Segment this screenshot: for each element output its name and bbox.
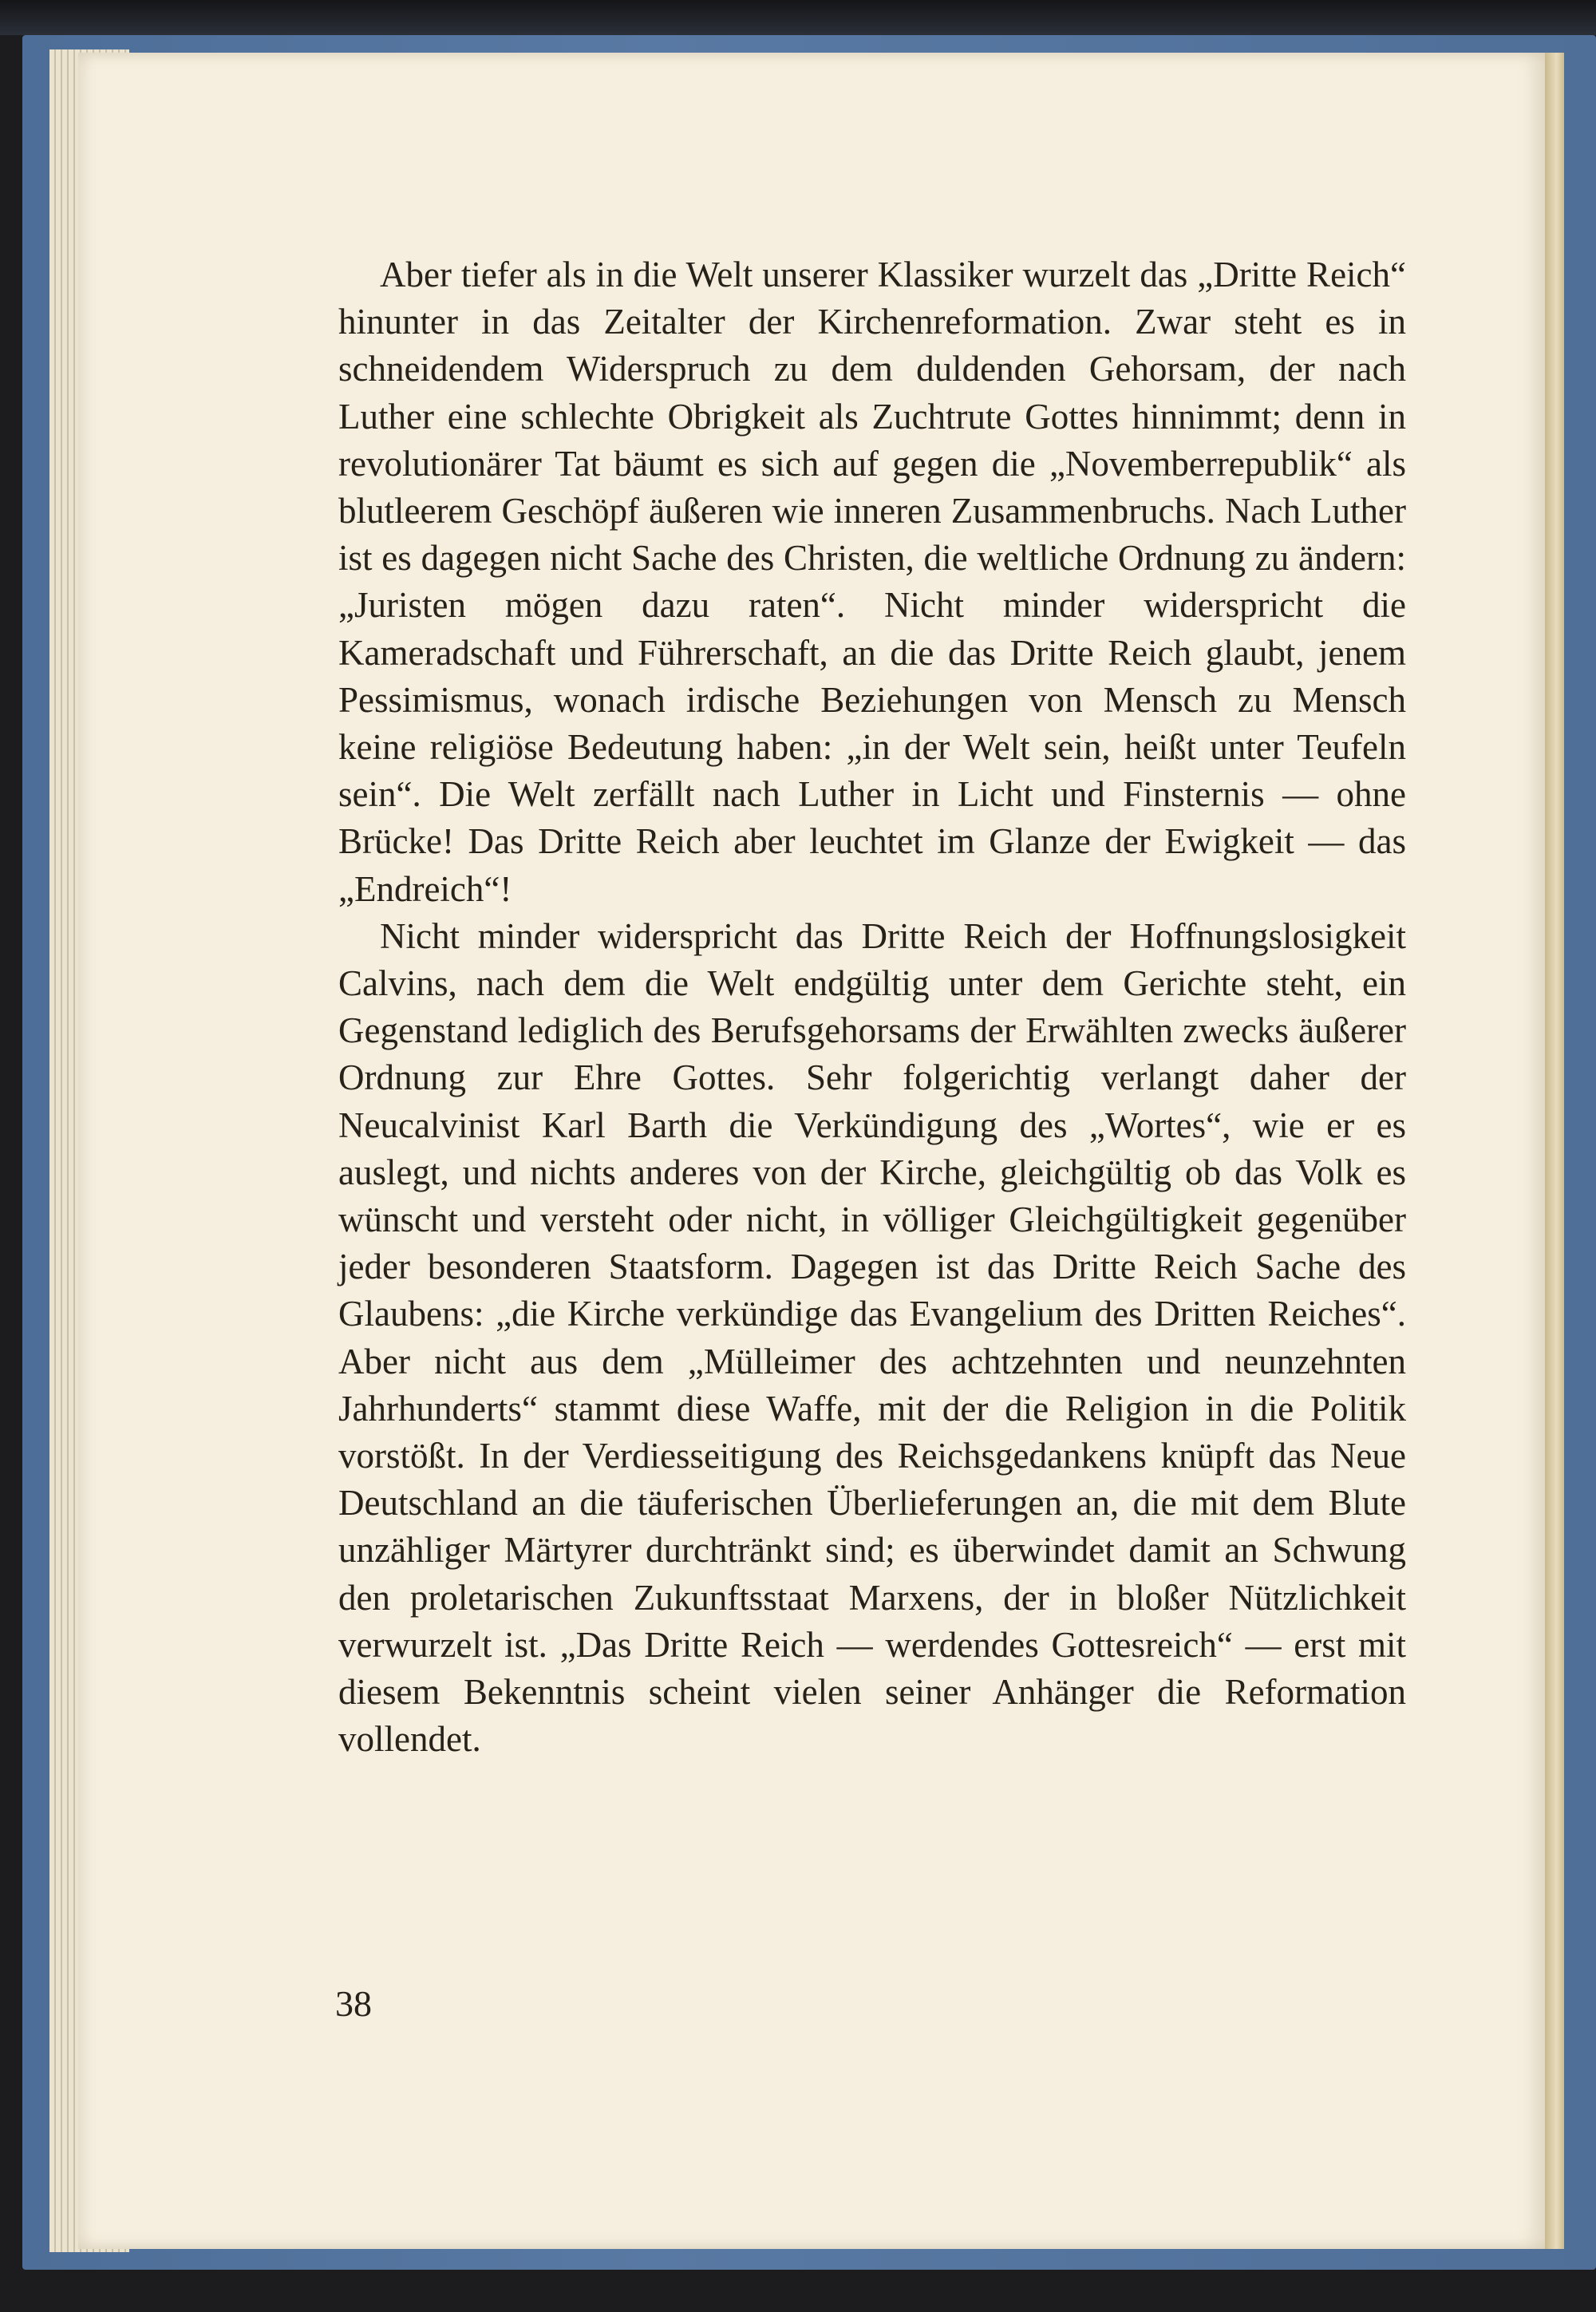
page-number: 38: [335, 1983, 372, 2024]
paragraph-2: Nicht minder widerspricht das Dritte Reich der Hoffnungslosigkeit Calvins, nach dem die Welt endgültig unter dem Gerichte steht, ein Gegenstand lediglich des Berufsgehorsams der Erwählten zwecks äußerer Ordnung zur Ehre Gottes. Sehr folgerichtig verlangt daher der Neucalvinist Karl Barth die Verkündigung des „Wortes“, wie er es auslegt, und nichts anderes von der Kirche, gleichgültig ob das Volk es wünscht und versteht oder nicht, in völliger Gleichgültigkeit gegenüber jeder besonderen Staatsform. Dagegen ist das Dritte Reich Sache des Glaubens: „die Kirche verkündige das Evangelium des Dritten Reiches“. Aber nicht aus dem „Mülleimer des achtzehnten und neunzehnten Jahrhunderts“ stammt diese Waffe, mit der die Religion in die Politik vorstößt. In der Verdiesseitigung des Reichsgedankens knüpft das Neue Deutschland an die täuferischen Überlieferungen an, die mit dem Blute unzähliger Märtyrer durchtränkt sind; es überwindet damit an Schwung den proletarischen Zukunftsstaat Marxens, der in bloßer Nützlichkeit verwurzelt ist. „Das Dritte Reich — werdendes Gottesreich“ — erst mit diesem Bekenntnis scheint vielen seiner Anhänger die Reformation vollendet.: [338, 915, 1406, 1760]
page-body-text: [338, 251, 1406, 1764]
page-right-edge: [1545, 53, 1564, 2249]
scan-background-top: [0, 0, 1596, 35]
paragraph-1: Aber tiefer als in die Welt unserer Klassiker wurzelt das „Dritte Reich“ hinunter in das Zeitalter der Kirchenreformation. Zwar steht es in schneidendem Widerspruch zu dem duldenden Gehorsam, der nach Luther eine schlechte Obrigkeit als Zuchtrute Gottes hinnimmt; denn in revolutionärer Tat bäumt es sich auf gegen die „Novemberrepublik“ als blutleerem Geschöpf äußeren wie inneren Zusammenbruchs. Nach Luther ist es dagegen nicht Sache des Christen, die weltliche Ordnung zu ändern: „Juristen mögen dazu raten“. Nicht minder widerspricht die Kameradschaft und Führerschaft, an die das Dritte Reich glaubt, jenem Pessimismus, wonach irdische Beziehungen von Mensch zu Mensch keine religiöse Bedeutung haben: „in der Welt sein, heißt unter Teufeln sein“. Die Welt zerfällt nach Luther in Licht und Finsternis — ohne Brücke! Das Dritte Reich aber leuchtet im Glanze der Ewigkeit — das „Endreich“!: [338, 255, 1406, 909]
